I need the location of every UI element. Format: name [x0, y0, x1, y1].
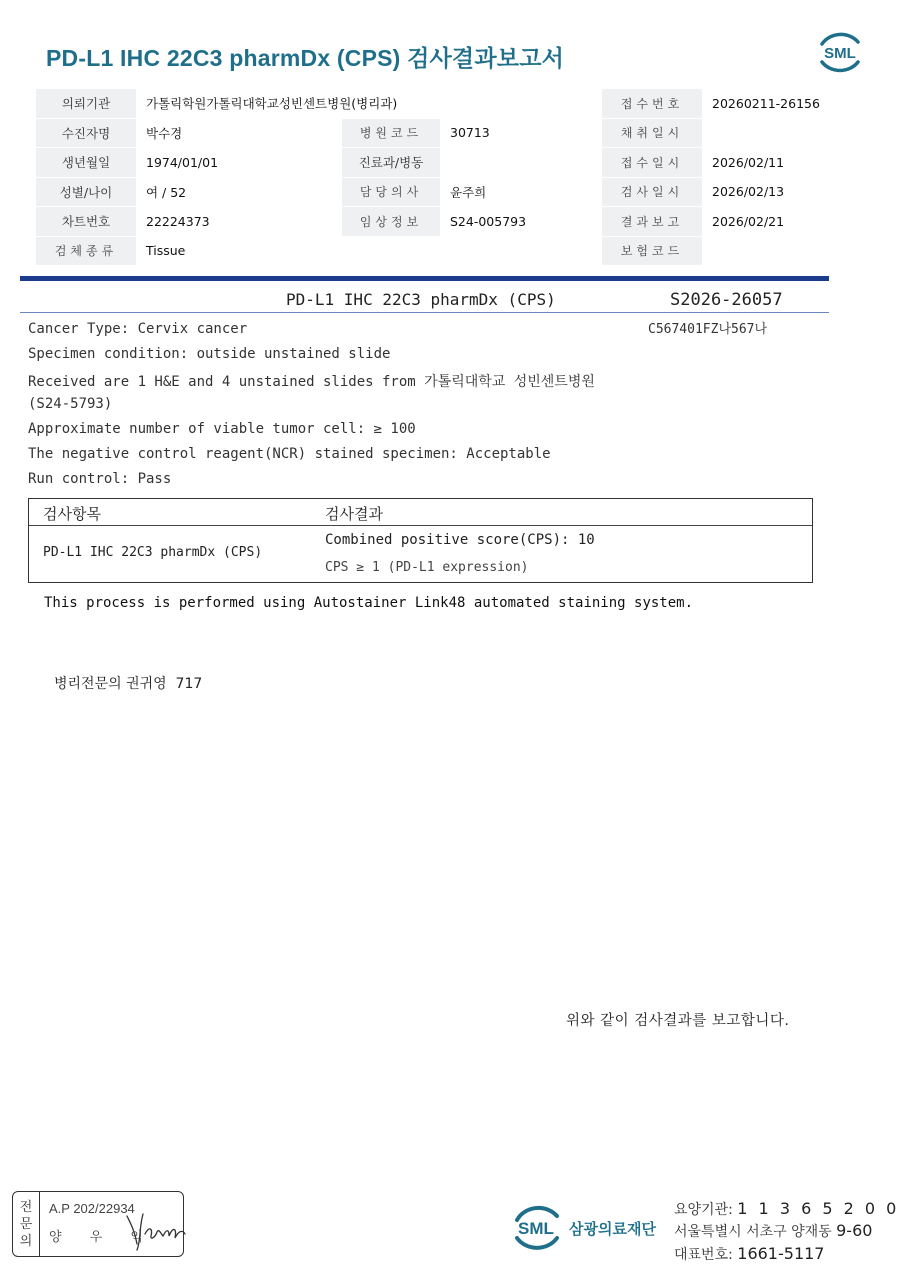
institution-code-value: 1 1 3 6 5 2 0 0	[737, 1199, 900, 1218]
info-row	[36, 236, 864, 266]
dept-value	[440, 148, 602, 178]
result-col-item: 검사항목	[43, 505, 101, 523]
sex-age-label: 성별/나이	[36, 177, 136, 207]
stamp-char: 전	[19, 1199, 33, 1215]
receipt-no-label: 접수번호	[602, 89, 702, 118]
specimen-value: Tissue	[136, 236, 602, 266]
report-test-title: PD-L1 IHC 22C3 pharmDx (CPS)	[286, 290, 556, 309]
result-table	[28, 498, 813, 583]
dept-label: 진료과/병동	[342, 148, 440, 178]
institution-value: 가톨릭학원가톨릭대학교성빈센트병원(병리과)	[136, 89, 602, 118]
section-divider	[20, 276, 829, 281]
birth-value: 1974/01/01	[136, 148, 342, 178]
chart-label: 차트번호	[36, 207, 136, 237]
pathologist-line: 병리전문의 권귀영 717	[54, 676, 203, 692]
patient-label: 수진자명	[36, 118, 136, 148]
phone-label: 대표번호:	[674, 1247, 738, 1263]
result-cps-interpretation: CPS ≥ 1 (PD-L1 expression)	[325, 560, 529, 575]
address	[674, 1221, 872, 1241]
birth-label: 생년월일	[36, 148, 136, 178]
title-underline	[20, 312, 829, 313]
stamp-license: A.P 202/22934	[49, 1201, 135, 1216]
process-note: This process is performed using Autostainer Link48 automated staining system.	[44, 595, 694, 611]
chart-value: 22224373	[136, 207, 342, 237]
bottom-logo-text: SML	[518, 1219, 554, 1238]
report-line: Approximate number of viable tumor cell: ≥ 100	[28, 421, 416, 437]
info-row	[36, 118, 864, 148]
info-row	[36, 89, 864, 118]
sml-logo-bottom-icon	[509, 1200, 564, 1255]
hospital-code-value: 30713	[440, 118, 602, 148]
result-col-result: 검사결과	[325, 505, 383, 523]
report-line: Specimen condition: outside unstained slide	[28, 346, 391, 362]
report-line: (S24-5793)	[28, 396, 113, 412]
report-line: Cancer Type: Cervix cancer	[28, 321, 248, 337]
specimen-label: 검체종류	[36, 236, 136, 266]
address-text: 서울특별시 서초구 양재동	[674, 1224, 837, 1240]
clinical-label: 임상정보	[342, 207, 440, 237]
info-row	[36, 148, 864, 178]
test-date-value: 2026/02/13	[702, 177, 864, 207]
result-report-label: 결과보고	[602, 207, 702, 237]
stamp-char: 문	[19, 1216, 33, 1232]
doctor-value: 윤주희	[440, 177, 602, 207]
phone-value: 1661-5117	[737, 1244, 825, 1263]
report-code: S2026-26057	[670, 290, 783, 310]
phone	[674, 1244, 824, 1264]
organization-name: 삼광의료재단	[569, 1220, 656, 1238]
collect-date-label: 채취일시	[602, 118, 702, 148]
stamp-char: 의	[19, 1233, 33, 1249]
institution-label: 의뢰기관	[36, 89, 136, 118]
result-report-value: 2026/02/21	[702, 207, 864, 237]
report-line: The negative control reagent(NCR) stained specimen: Acceptable	[28, 446, 551, 462]
stamp-vertical-label	[13, 1192, 40, 1256]
patient-value: 박수경	[136, 118, 342, 148]
stamp-name: 양 우 익	[49, 1230, 155, 1245]
report-line: Run control: Pass	[28, 471, 172, 487]
receipt-date-label: 접수일시	[602, 148, 702, 178]
report-sub-code: C567401FZ나567나	[648, 322, 768, 337]
signature-icon	[123, 1204, 191, 1254]
test-date-label: 검사일시	[602, 177, 702, 207]
receipt-no-value: 20260211-26156	[702, 89, 864, 118]
info-row	[36, 207, 864, 237]
sml-logo-icon	[814, 28, 866, 76]
hospital-code-label: 병원코드	[342, 118, 440, 148]
result-header-divider	[29, 525, 812, 526]
report-line: Received are 1 H&E and 4 unstained slides from 가톨릭대학교 성빈센트병원	[28, 374, 595, 390]
collect-date-value	[702, 118, 864, 148]
address-number: 9-60	[836, 1221, 873, 1240]
specialist-stamp	[12, 1191, 184, 1257]
result-item: PD-L1 IHC 22C3 pharmDx (CPS)	[43, 545, 263, 560]
institution-code-label: 요양기관:	[674, 1202, 733, 1218]
logo-text: SML	[824, 45, 856, 62]
sex-age-value: 여 / 52	[136, 177, 342, 207]
patient-info-table	[36, 89, 864, 266]
page-title: PD-L1 IHC 22C3 pharmDx (CPS) 검사결과보고서	[46, 45, 565, 71]
doctor-label: 담당의사	[342, 177, 440, 207]
clinical-value: S24-005793	[440, 207, 602, 237]
closing-statement: 위와 같이 검사결과를 보고합니다.	[566, 1013, 790, 1029]
insurance-label: 보험코드	[602, 236, 702, 266]
result-cps-score: Combined positive score(CPS): 10	[325, 532, 595, 548]
insurance-value	[702, 236, 864, 266]
info-row	[36, 177, 864, 207]
receipt-date-value: 2026/02/11	[702, 148, 864, 178]
institution-code	[674, 1199, 899, 1219]
